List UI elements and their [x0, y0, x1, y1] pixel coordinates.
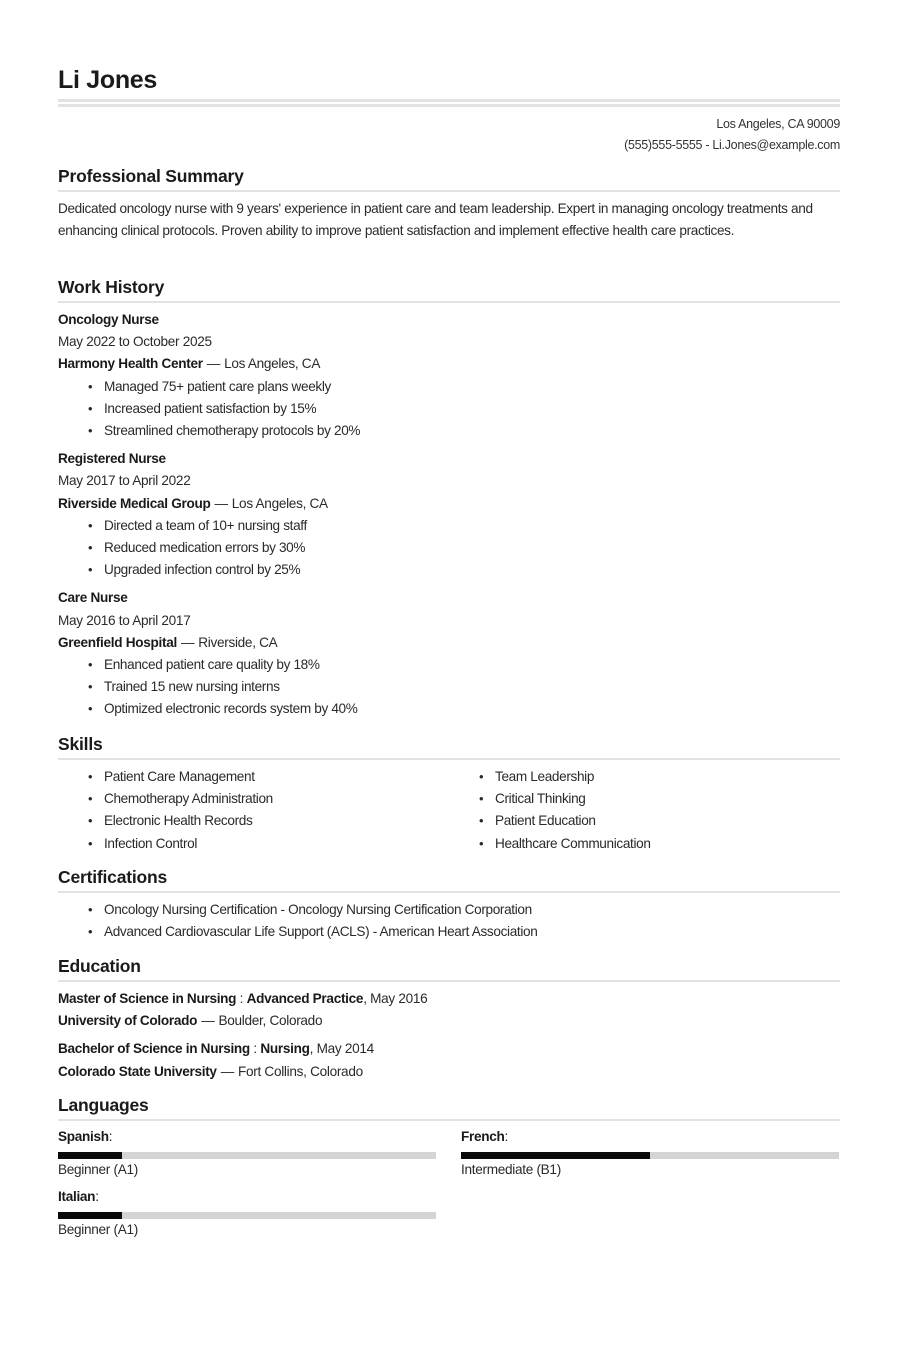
dash-separator: — — [180, 634, 195, 650]
language-name: French — [461, 1129, 505, 1144]
proficiency-bar — [461, 1152, 839, 1159]
skill-item: • Electronic Health Records — [88, 810, 449, 832]
summary-section — [58, 165, 840, 242]
certification-item: • Oncology Nursing Certification - Oncology Nursing Certification Corporation — [88, 899, 840, 921]
job-entry — [58, 448, 840, 581]
proficiency-bar — [58, 1152, 436, 1159]
skill-item: • Patient Education — [479, 810, 840, 832]
section-title: Professional Summary — [58, 165, 840, 192]
section-title: Education — [58, 955, 840, 982]
job-dates: May 2017 to April 2022 — [58, 473, 191, 489]
job-bullets — [58, 515, 840, 582]
degree: Bachelor of Science in Nursing — [58, 1041, 250, 1057]
school-line — [58, 1061, 840, 1083]
job-title: Oncology Nurse — [58, 312, 159, 327]
employer-line — [58, 632, 840, 654]
job-bullets — [58, 376, 840, 443]
education-section — [58, 955, 840, 1089]
school-location: Fort Collins, Colorado — [237, 1063, 363, 1079]
skills-grid — [58, 766, 840, 855]
section-title: Skills — [58, 733, 840, 760]
skill-item: • Critical Thinking — [479, 788, 840, 810]
dash-separator: — — [220, 1063, 234, 1079]
proficiency-fill — [58, 1152, 122, 1159]
candidate-name: Li Jones — [58, 66, 158, 94]
skills-right-column — [449, 766, 840, 855]
skill-item: • Team Leadership — [479, 766, 840, 788]
job-dates: May 2016 to April 2017 — [58, 612, 191, 628]
proficiency-level: Intermediate (B1) — [461, 1162, 561, 1177]
language-name: Spanish — [58, 1129, 109, 1144]
language-name: Italian — [58, 1189, 96, 1204]
language-name-line — [461, 1127, 839, 1147]
field-of-study: Nursing — [260, 1041, 310, 1057]
job-bullets — [58, 654, 840, 721]
section-title: Languages — [58, 1094, 840, 1121]
summary-text: Dedicated oncology nurse with 9 years' experience in patient care and team leadership. Expert in managing oncology treatments and enhancing clinical protocols. Proven ability to improve patient satisfaction and implement effective health care practices. — [58, 201, 813, 238]
job-dates: May 2022 to October 2025 — [58, 334, 212, 350]
employer-line — [58, 493, 840, 515]
employer-name: Greenfield Hospital — [58, 634, 177, 650]
degree-line — [58, 1038, 840, 1060]
bullet-item: • Enhanced patient care quality by 18% — [88, 654, 840, 676]
skill-item: • Infection Control — [88, 833, 449, 855]
proficiency-level: Beginner (A1) — [58, 1162, 138, 1177]
language-entry — [58, 1127, 436, 1181]
skills-left-column — [58, 766, 449, 855]
skill-item: • Healthcare Communication — [479, 833, 840, 855]
degree-separator: : — [236, 991, 247, 1006]
certification-list — [58, 899, 840, 943]
address: Los Angeles, CA 90009 — [716, 117, 840, 131]
school-line — [58, 1010, 840, 1032]
degree: Master of Science in Nursing — [58, 991, 237, 1006]
job-title: Registered Nurse — [58, 451, 166, 467]
work-history-section — [58, 276, 840, 727]
employer-line — [58, 353, 840, 375]
bullet-item: • Managed 75+ patient care plans weekly — [88, 376, 840, 398]
school-name: Colorado State University — [58, 1063, 217, 1079]
language-name-line — [58, 1187, 436, 1207]
bullet-item: • Trained 15 new nursing interns — [88, 676, 840, 698]
job-list — [58, 309, 840, 721]
field-of-study: Advanced Practice — [246, 991, 364, 1006]
bullet-item: • Streamlined chemotherapy protocols by 20% — [88, 420, 840, 442]
job-entry — [58, 309, 840, 442]
graduation-date: , May 2016 — [363, 991, 428, 1006]
school-name: University of Colorado — [58, 1013, 198, 1029]
job-location: Riverside, CA — [198, 634, 278, 650]
colon: : — [504, 1129, 509, 1144]
education-entry — [58, 988, 840, 1032]
colon: : — [108, 1129, 113, 1144]
dash-separator: — — [201, 1013, 215, 1029]
section-title: Work History — [58, 276, 840, 303]
contact-block — [624, 114, 840, 156]
degree-line — [58, 988, 840, 1010]
graduation-date: , May 2014 — [309, 1041, 374, 1057]
dash-separator: — — [214, 495, 228, 511]
certifications-section — [58, 866, 840, 943]
degree-separator: : — [249, 1041, 261, 1057]
certification-item: • Advanced Cardiovascular Life Support (ACLS) - American Heart Association — [88, 921, 840, 943]
language-entry — [461, 1127, 839, 1181]
employer-name: Harmony Health Center — [58, 356, 203, 372]
skill-item: • Patient Care Management — [88, 766, 449, 788]
colon: : — [95, 1189, 99, 1204]
language-name-line — [58, 1127, 436, 1147]
dash-separator: — — [206, 356, 221, 372]
bullet-item: • Reduced medication errors by 30% — [88, 537, 840, 559]
language-entry — [58, 1187, 436, 1241]
bullet-item: • Upgraded infection control by 25% — [88, 559, 840, 581]
education-list — [58, 988, 840, 1083]
skill-item: • Chemotherapy Administration — [88, 788, 449, 810]
language-list — [58, 1127, 840, 1247]
job-location: Los Angeles, CA — [224, 356, 321, 372]
employer-name: Riverside Medical Group — [58, 495, 211, 511]
header-divider — [58, 99, 840, 107]
proficiency-bar — [58, 1212, 436, 1219]
bullet-item: • Directed a team of 10+ nursing staff — [88, 515, 840, 537]
languages-section — [58, 1094, 840, 1247]
job-title: Care Nurse — [58, 590, 128, 606]
phone-email: (555)555-5555 - Li.Jones@example.com — [624, 138, 840, 152]
bullet-item: • Increased patient satisfaction by 15% — [88, 398, 840, 420]
proficiency-fill — [58, 1212, 122, 1219]
school-location: Boulder, Colorado — [218, 1013, 323, 1029]
bullet-item: • Optimized electronic records system by 40% — [88, 698, 840, 720]
proficiency-level: Beginner (A1) — [58, 1222, 138, 1237]
job-location: Los Angeles, CA — [231, 495, 328, 511]
skills-section — [58, 733, 840, 855]
proficiency-fill — [461, 1152, 650, 1159]
job-entry — [58, 587, 840, 720]
section-title: Certifications — [58, 866, 840, 893]
education-entry — [58, 1038, 840, 1082]
